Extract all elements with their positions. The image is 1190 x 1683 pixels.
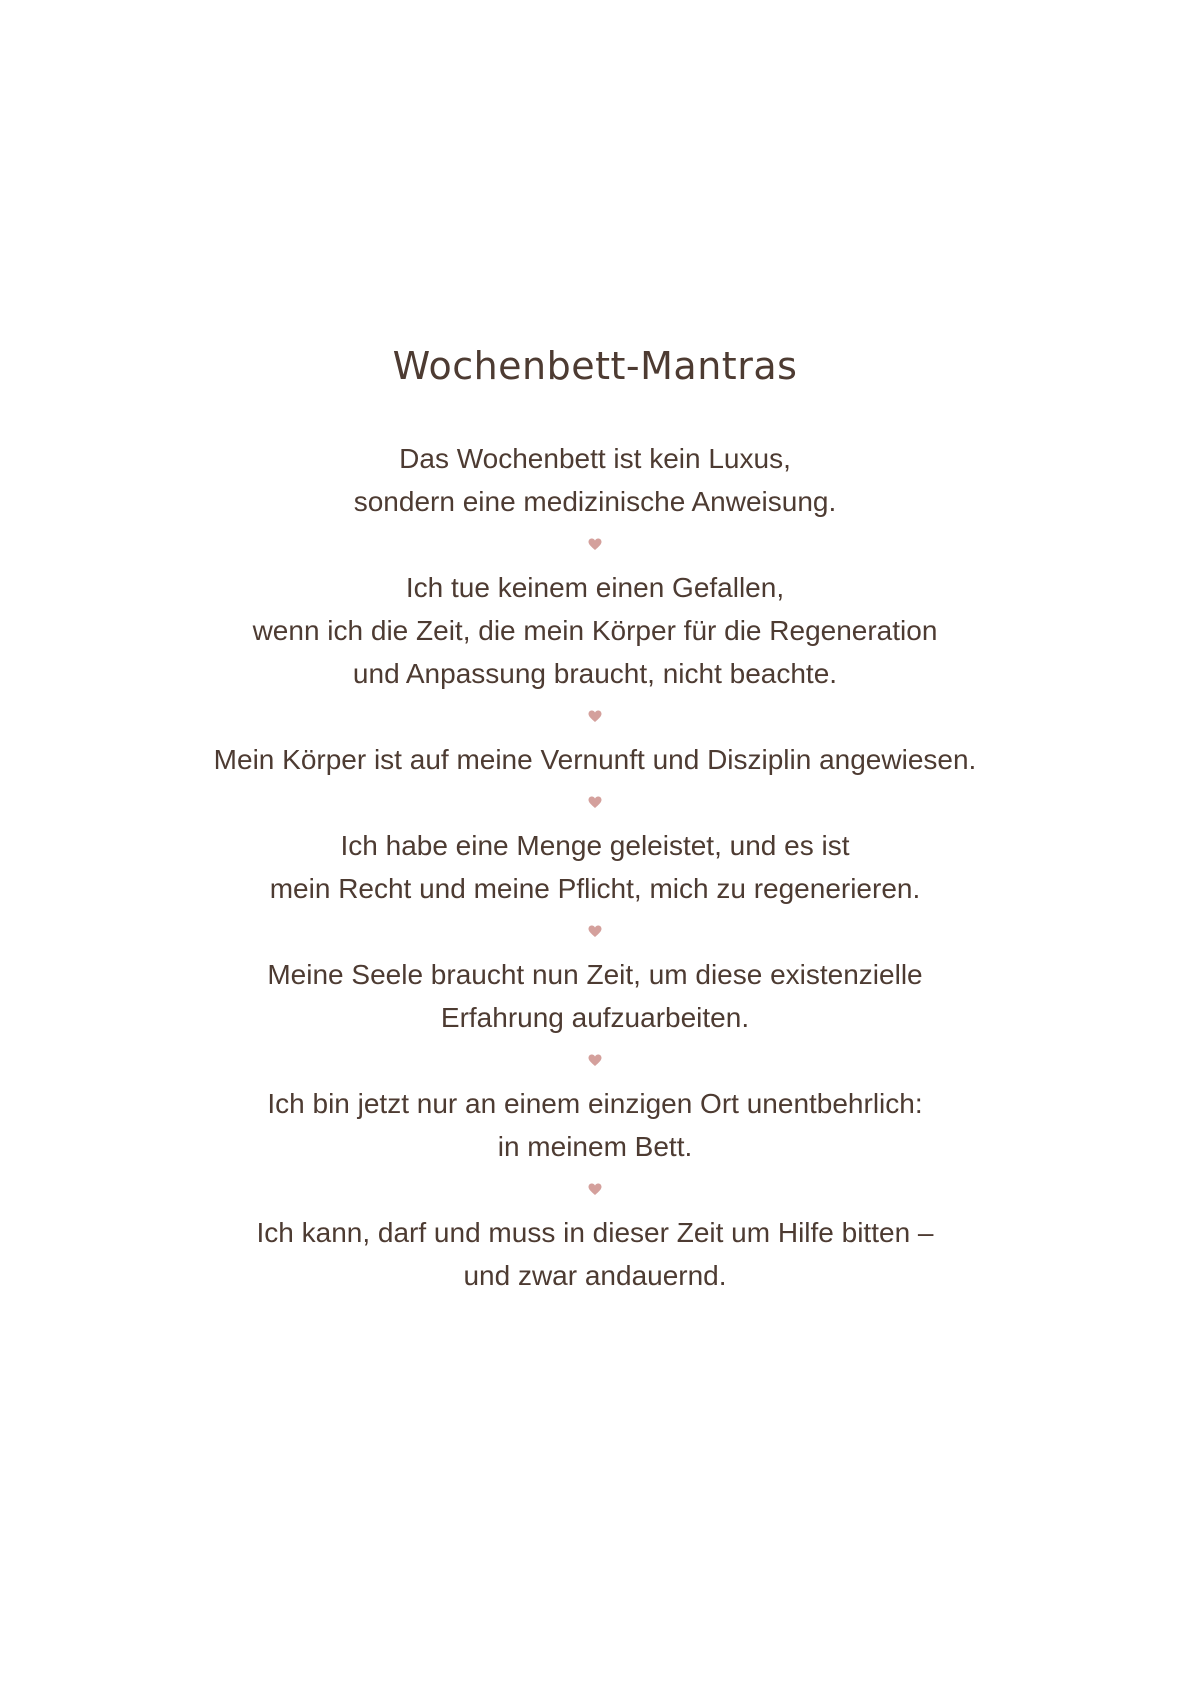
mantra-block bbox=[0, 953, 1190, 1039]
mantra-block bbox=[0, 437, 1190, 523]
separator bbox=[0, 523, 1190, 566]
mantra-line: und zwar andauernd. bbox=[463, 1260, 727, 1291]
mantra-block bbox=[0, 738, 1190, 781]
mantra-line: Ich habe eine Menge geleistet, und es ist bbox=[340, 830, 850, 861]
separator bbox=[0, 910, 1190, 953]
mantra-line: Ich kann, darf und muss in dieser Zeit um Hilfe bitten – bbox=[256, 1217, 934, 1248]
mantra-line: Ich tue keinem einen Gefallen, bbox=[405, 572, 785, 603]
mantra-list bbox=[0, 437, 1190, 1297]
heart-icon bbox=[588, 1183, 602, 1196]
page-title: Wochenbett-Mantras bbox=[392, 344, 798, 388]
separator bbox=[0, 1168, 1190, 1211]
separator bbox=[0, 1039, 1190, 1082]
mantra-line: Mein Körper ist auf meine Vernunft und Disziplin angewiesen. bbox=[213, 744, 977, 775]
separator bbox=[0, 781, 1190, 824]
mantra-line: wenn ich die Zeit, die mein Körper für die Regeneration bbox=[252, 615, 938, 646]
heart-icon bbox=[588, 538, 602, 551]
mantra-line: Ich bin jetzt nur an einem einzigen Ort unentbehrlich: bbox=[267, 1088, 923, 1119]
mantra-block bbox=[0, 1082, 1190, 1168]
mantra-line: Das Wochenbett ist kein Luxus, bbox=[399, 443, 791, 474]
mantra-line: in meinem Bett. bbox=[497, 1131, 693, 1162]
mantra-line: Meine Seele braucht nun Zeit, um diese existenzielle bbox=[267, 959, 923, 990]
heart-icon bbox=[588, 1054, 602, 1067]
mantra-block bbox=[0, 1211, 1190, 1297]
heart-icon bbox=[588, 796, 602, 809]
heart-icon bbox=[588, 925, 602, 938]
mantra-line: sondern eine medizinische Anweisung. bbox=[353, 486, 837, 517]
mantra-line: Erfahrung aufzuarbeiten. bbox=[440, 1002, 750, 1033]
separator bbox=[0, 695, 1190, 738]
mantra-line: mein Recht und meine Pflicht, mich zu regenerieren. bbox=[269, 873, 921, 904]
mantra-block bbox=[0, 566, 1190, 695]
mantra-block bbox=[0, 824, 1190, 910]
heart-icon bbox=[588, 710, 602, 723]
mantra-line: und Anpassung braucht, nicht beachte. bbox=[352, 658, 838, 689]
